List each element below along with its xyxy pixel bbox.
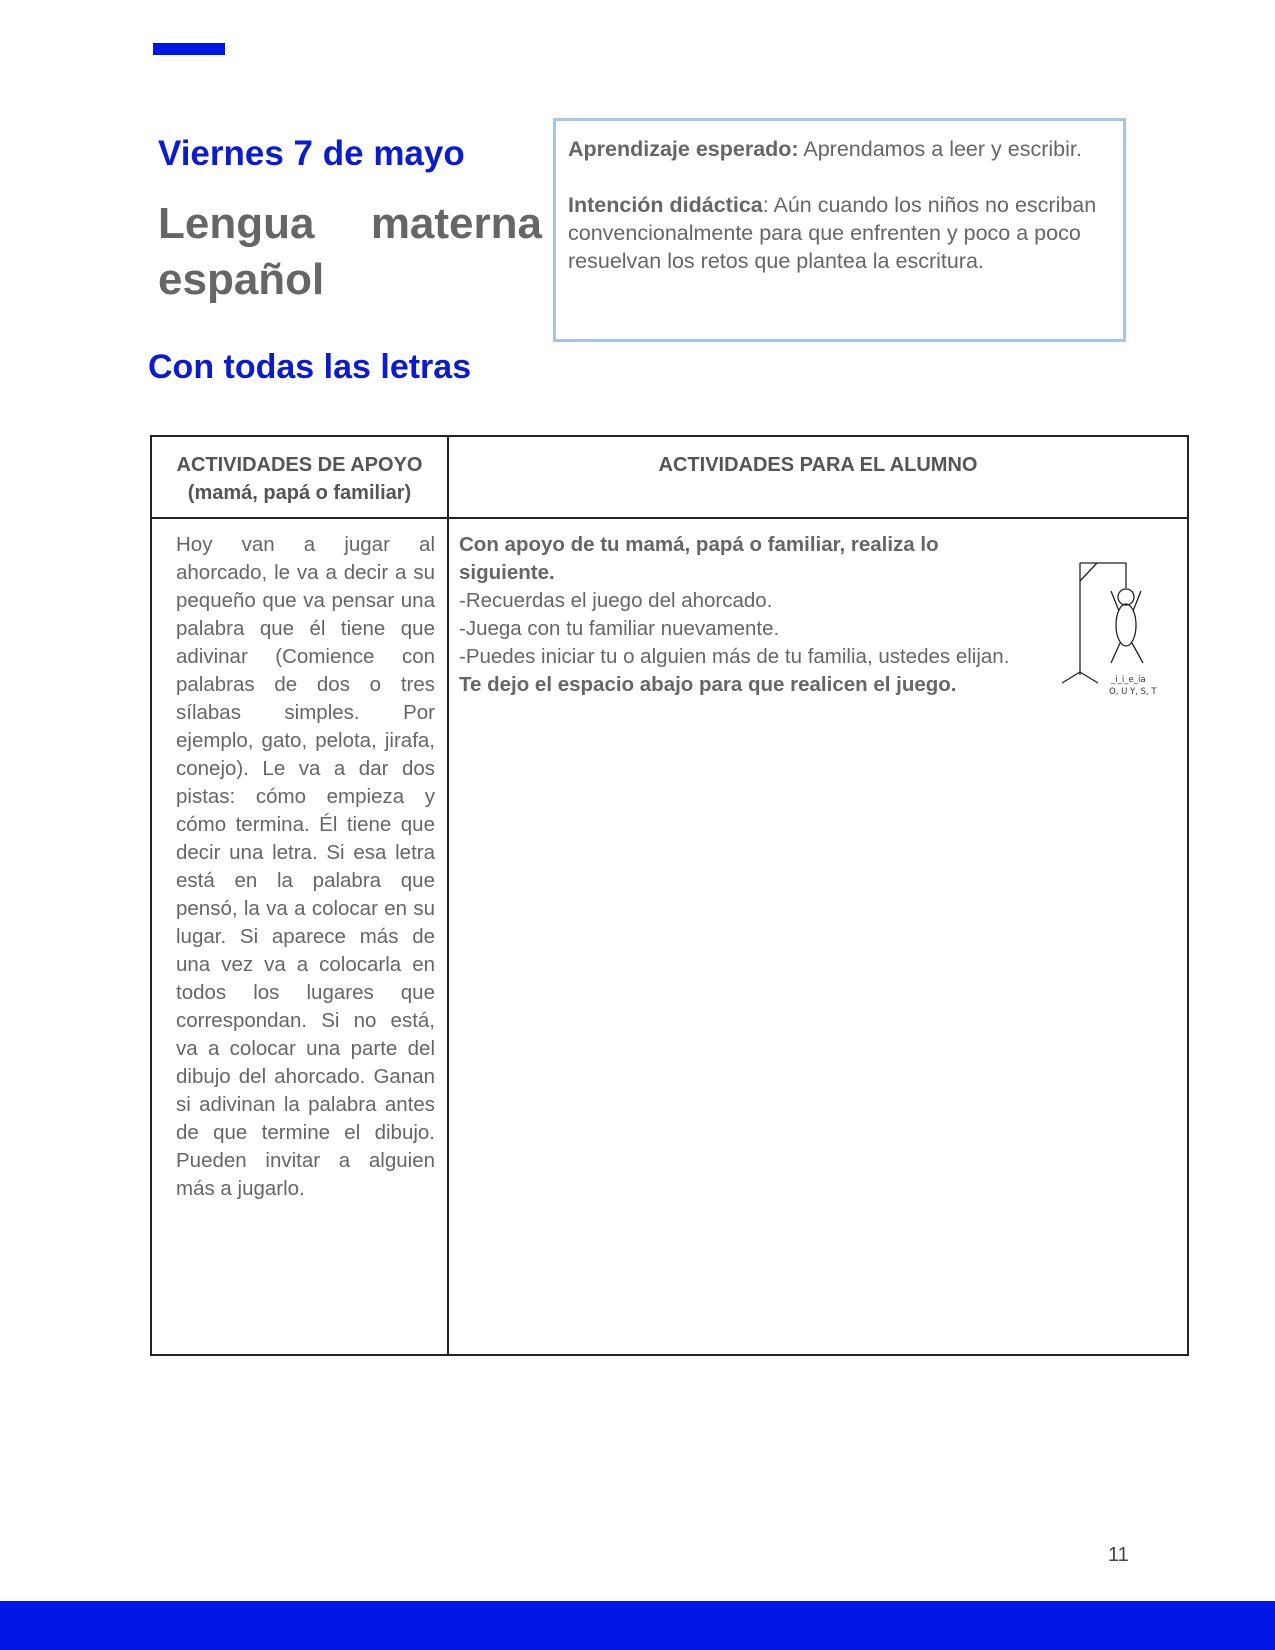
gallows-base-right [1080,672,1098,683]
student-item: -Recuerdas el juego del ahorcado. [459,589,773,612]
student-activities-cell [448,518,1188,1355]
top-accent-bar [153,43,225,55]
subject-line-2: español [158,255,325,304]
table-header-row [151,436,1188,518]
hangman-leg-right [1132,643,1143,663]
student-item: -Juega con tu familiar nuevamente. [459,617,780,640]
table-body-row [151,518,1188,1355]
subject-word-lengua: Lengua [158,199,315,248]
word-blanks: _i_i_e_ia [1111,675,1146,685]
hangman-drawing [1057,555,1167,695]
support-header-line2: (mamá, papá o familiar) [187,482,412,504]
date-heading: Viernes 7 de mayo [158,134,465,173]
lesson-title: Con todas las letras [148,348,472,386]
hangman-arm-right [1133,591,1141,611]
student-closing: Te dejo el espacio abajo para que realicen el juego. [459,673,957,696]
didactic-intention [568,191,1111,275]
hangman-leg-left [1111,643,1120,663]
page-number: 11 [1108,1544,1129,1566]
subject-line-1 [158,196,542,252]
objectives-box [553,118,1126,342]
gallows-brace [1080,563,1097,581]
learning-label: Aprendizaje esperado: [568,137,799,161]
student-item: -Puedes iniciar tu o alguien más de tu familia, ustedes elijan. [459,645,1010,668]
hangman-arm-left [1111,591,1119,611]
support-activities-header [151,436,448,518]
support-activities-cell [151,518,448,1355]
student-activities-header: ACTIVIDADES PARA EL ALUMNO [448,436,1188,518]
used-letters: O, U Y, S, T [1109,687,1157,695]
learning-objective [568,135,1111,163]
student-intro: Con apoyo de tu mamá, papá o familiar, realiza lo siguiente. [459,533,939,584]
bottom-accent-bar [0,1601,1275,1650]
subject-word-materna: materna [370,199,542,248]
student-instructions [459,531,1019,699]
activities-table [150,435,1189,1356]
intention-text: : Aún cuando los niños no escriban convencionalmente para que enfrenten y poco a poco resuelvan los retos que plantea la escritura. [568,193,1097,273]
hangman-head [1118,589,1134,605]
gallows-base-left [1062,672,1080,683]
learning-text: Aprendamos a leer y escribir. [798,137,1082,161]
support-text: Hoy van a jugar al ahorcado, le va a decir a su pequeño que va pensar una palabra que él tiene que adivinar (Comience con palabras de dos o tres sílabas simples. Por ejemplo, gato, pelota, jirafa, conejo). Le va a dar dos pistas: cómo empieza y cómo termina. Él tiene que decir una letra. Si esa letra está en la palabra que pensó, la va a colocar en su lugar. Si aparece más de una vez va a colocarla en todos los lugares que correspondan. Si no está, va a colocar una parte del dibujo del ahorcado. Ganan si adivinan la palabra antes de que termine el dibujo. Pueden invitar a alguien más a jugarlo. [176,533,435,1200]
support-header-line1: ACTIVIDADES DE APOYO [176,454,423,476]
intention-label: Intención didáctica [568,193,763,217]
subject-heading [158,196,542,308]
